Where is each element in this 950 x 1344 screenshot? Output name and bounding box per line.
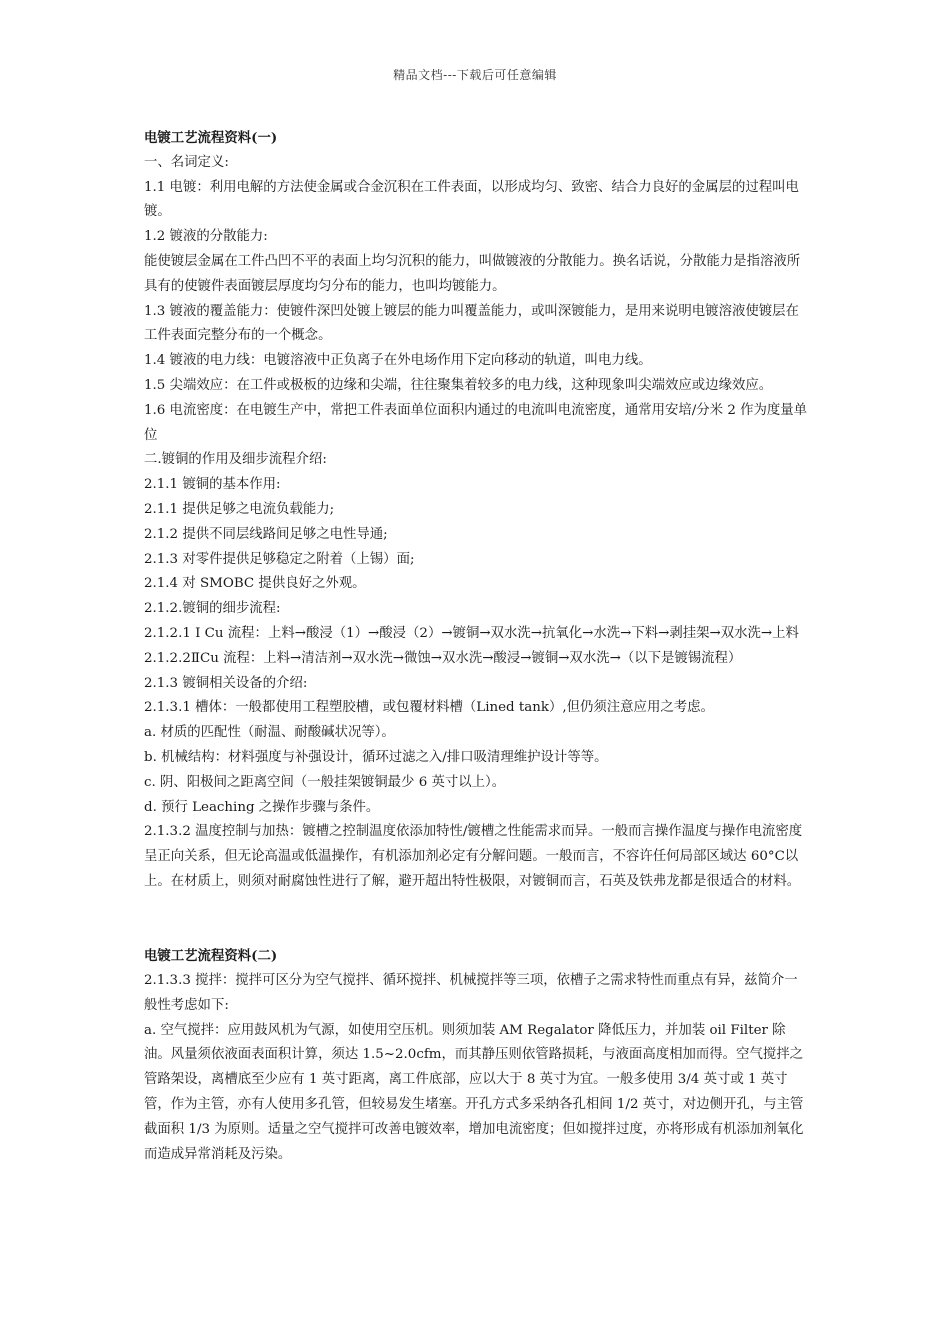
paragraph: 1.6 电流密度：在电镀生产中，常把工件表面单位面积内通过的电流叫电流密度，通常用安培/分米 2 作为度量单位 — [144, 402, 808, 443]
paragraph: 1.3 镀液的覆盖能力：使镀件深凹处镀上镀层的能力叫覆盖能力，或叫深镀能力，是用来说明电镀溶液使镀层在工件表面完整分布的一个概念。 — [144, 303, 799, 344]
paragraph: 2.1.2.镀铜的细步流程: — [144, 601, 281, 617]
paragraph: 2.1.1 提供足够之电流负载能力; — [144, 501, 335, 517]
paragraph: a. 空气搅拌：应用鼓风机为气源，如使用空压机。则须加装 AM Regalator 降低压力，并加装 oil Filter 除油。风量须依液面表面积计算，须达 1.5~2.0cfm，而其静压则依管路损耗，与液面高度相加而得。空气搅拌之管路架设，离槽底至少应有 1 英寸距离，离工件底部，应以大于 8 英寸为宜。一般多使用 3/4 英寸或 1 英寸管，作为主管，亦有人使用多孔管，但较易发生堵塞。开孔方式多采纳各孔相间 1/2 英寸，对边侧开孔，与主管截面积 1/3 为原则。适量之空气搅拌可改善电镀效率，增加电流密度；但如搅拌过度，亦将形成有机添加剂氧化而造成异常消耗及污染。 — [144, 1022, 804, 1162]
paragraph: 2.1.1 镀铜的基本作用: — [144, 477, 281, 493]
paragraph: 能使镀层金属在工件凸凹不平的表面上均匀沉积的能力，叫做镀液的分散能力。换名话说，分散能力是指溶液所具有的使镀件表面镀层厚度均匀分布的能力，也叫均镀能力。 — [144, 253, 801, 294]
paragraph: 2.1.2.2ⅡCu 流程：上料→清洁剂→双水洗→微蚀→双水洗→酸浸→镀铜→双水洗→（以下是镀锡流程） — [144, 650, 742, 666]
document-body — [144, 126, 808, 1167]
paragraph: 一、名词定义: — [144, 154, 229, 170]
paragraph: 1.5 尖端效应：在工件或极板的边缘和尖端，往往聚集着较多的电力线，这种现象叫尖端效应或边缘效应。 — [144, 377, 773, 393]
paragraph: a. 材质的匹配性（耐温、耐酸碱状况等）。 — [144, 725, 395, 741]
paragraph: 1.4 镀液的电力线：电镀溶液中正负离子在外电场作用下定向移动的轨道，叫电力线。 — [144, 353, 652, 369]
section-spacer — [144, 895, 808, 945]
paragraph: 2.1.3.2 温度控制与加热：镀槽之控制温度依添加特性/镀槽之性能需求而异。一般而言操作温度与操作电流密度呈正向关系，但无论高温或低温操作，有机添加剂必定有分解问题。一般而言，不容许任何局部区域达 60°C以上。在材质上，则须对耐腐蚀性进行了解，避开超出特性极限，对镀铜而言，石英及铁弗龙都是很适合的材料。 — [144, 824, 803, 889]
paragraph: 2.1.3.1 槽体：一般都使用工程塑胶槽，或包覆材料槽（Lined tank）,但仍须注意应用之考虑。 — [144, 700, 714, 716]
paragraph: 2.1.3.3 搅拌：搅拌可区分为空气搅拌、循环搅拌、机械搅拌等三项，依槽子之需求特性而重点有异，兹简介一般性考虑如下: — [144, 973, 798, 1013]
paragraph: 二.镀铜的作用及细步流程介绍: — [144, 452, 327, 468]
paragraph: c. 阴、阳极间之距离空间（一般挂架镀铜最少 6 英寸以上）。 — [144, 774, 506, 790]
section-title-1: 电镀工艺流程资料(一) — [144, 130, 278, 146]
paragraph: 2.1.2.1 Ⅰ Cu 流程：上料→酸浸（1）→酸浸（2）→镀铜→双水洗→抗氧化→水洗→下料→剥挂架→双水洗→上料 — [144, 625, 799, 641]
paragraph: d. 预行 Leaching 之操作步骤与条件。 — [144, 799, 380, 815]
paragraph: 2.1.3 对零件提供足够稳定之附着（上锡）面; — [144, 551, 415, 567]
paragraph: b. 机械结构：材料强度与补强设计，循环过滤之入/排口吸清理维护设计等等。 — [144, 749, 608, 765]
section-title-2: 电镀工艺流程资料(二) — [144, 948, 278, 965]
paragraph: 2.1.3 镀铜相关设备的介绍: — [144, 675, 308, 691]
paragraph: 2.1.4 对 SMOBC 提供良好之外观。 — [144, 576, 366, 592]
paragraph: 1.1 电镀：利用电解的方法使金属或合金沉积在工件表面，以形成均匀、致密、结合力良好的金属层的过程叫电镀。 — [144, 179, 799, 220]
paragraph: 1.2 镀液的分散能力: — [144, 229, 268, 245]
page-header: 精品文档---下载后可任意编辑 — [393, 68, 557, 82]
paragraph: 2.1.2 提供不同层线路间足够之电性导通; — [144, 526, 388, 542]
